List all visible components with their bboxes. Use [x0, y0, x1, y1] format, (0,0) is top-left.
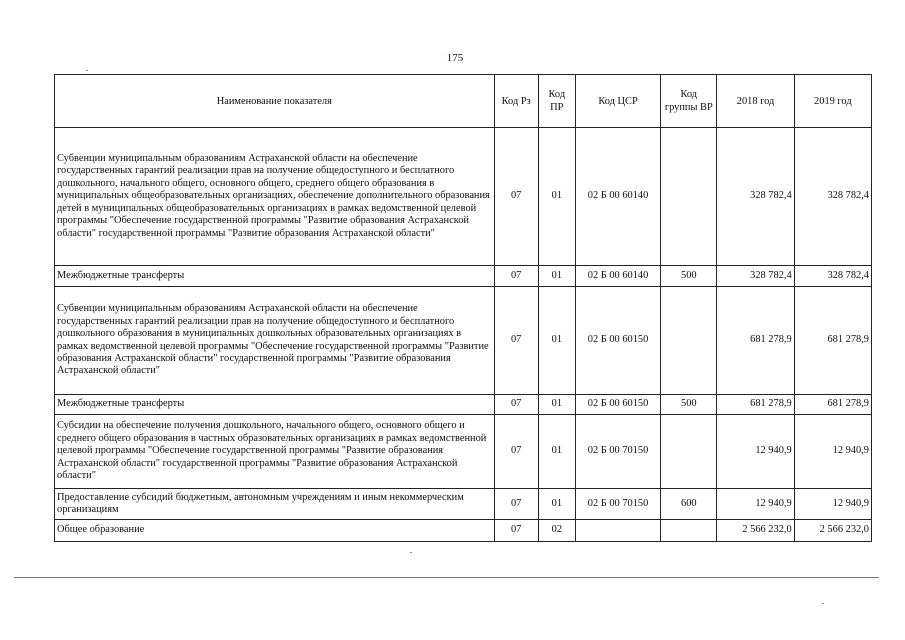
cell-2018: 12 940,9	[717, 415, 794, 489]
cell-rz: 07	[494, 489, 538, 520]
cell-vr	[661, 520, 717, 542]
page-number: 175	[446, 52, 464, 64]
cell-rz: 07	[494, 128, 538, 266]
table-row	[55, 415, 872, 489]
scan-speck	[86, 70, 88, 71]
table-row	[55, 287, 872, 395]
header-csr: Код ЦСР	[575, 75, 660, 128]
cell-rz: 07	[494, 395, 538, 415]
table-row	[55, 520, 872, 542]
header-rz: Код Рз	[494, 75, 538, 128]
cell-name: Общее образование	[55, 520, 495, 542]
cell-pr: 01	[538, 266, 575, 287]
cell-vr: 500	[661, 266, 717, 287]
cell-pr: 02	[538, 520, 575, 542]
cell-2019: 681 278,9	[794, 287, 871, 395]
cell-csr: 02 Б 00 60140	[575, 128, 660, 266]
page-divider-line	[14, 577, 879, 578]
cell-name: Субвенции муниципальным образованиям Астраханской области на обеспечение государственных гарантий реализации прав на получение общедоступного и бесплатного дошкольного, начального общего, основного общего, среднего общего образования в муниципальных общеобразовательных организациях, обеспечение дополнительного образования детей в муниципальных общеобразовательных организациях в рамках ведомственной целевой программы "Обеспечение государственной программы "Развитие образования Астраханской области" государственной программы "Развитие образования Астраханской области"	[55, 128, 495, 266]
header-name: Наименование показателя	[55, 75, 495, 128]
cell-2018: 328 782,4	[717, 128, 794, 266]
cell-2018: 2 566 232,0	[717, 520, 794, 542]
cell-2018: 12 940,9	[717, 489, 794, 520]
scan-speck	[822, 603, 824, 604]
cell-csr: 02 Б 00 60150	[575, 287, 660, 395]
cell-csr: 02 Б 00 60150	[575, 395, 660, 415]
cell-name: Субвенции муниципальным образованиям Астраханской области на обеспечение государственных гарантий реализации прав на получение общедоступного и бесплатного дошкольного образования в муниципальных дошкольных образовательных организациях в рамках ведомственной целевой программы "Обеспечение государственной программы "Развитие образования Астраханской области" государственной программы "Развитие образования Астраханской области"	[55, 287, 495, 395]
cell-rz: 07	[494, 266, 538, 287]
cell-csr	[575, 520, 660, 542]
cell-vr: 500	[661, 395, 717, 415]
cell-name: Предоставление субсидий бюджетным, автономным учреждениям и иным некоммерческим организациям	[55, 489, 495, 520]
cell-2019: 681 278,9	[794, 395, 871, 415]
cell-vr: 600	[661, 489, 717, 520]
budget-table	[54, 74, 872, 542]
header-2018: 2018 год	[717, 75, 794, 128]
cell-2019: 328 782,4	[794, 128, 871, 266]
cell-rz: 07	[494, 415, 538, 489]
table-row	[55, 128, 872, 266]
cell-name: Субсидии на обеспечение получения дошкольного, начального общего, основного общего и среднего общего образования в частных образовательных организациях в рамках ведомственной целевой программы "Обеспечение государственной программы "Развитие образования Астраханской области" государственной программы "Развитие образования Астраханской области"	[55, 415, 495, 489]
cell-csr: 02 Б 00 70150	[575, 489, 660, 520]
header-row	[55, 75, 872, 128]
cell-2019: 2 566 232,0	[794, 520, 871, 542]
scan-speck	[410, 552, 412, 553]
cell-2019: 12 940,9	[794, 489, 871, 520]
cell-2018: 681 278,9	[717, 395, 794, 415]
cell-name: Межбюджетные трансферты	[55, 395, 495, 415]
table-row	[55, 395, 872, 415]
cell-name: Межбюджетные трансферты	[55, 266, 495, 287]
table-body	[55, 128, 872, 542]
cell-pr: 01	[538, 128, 575, 266]
cell-pr: 01	[538, 287, 575, 395]
cell-pr: 01	[538, 415, 575, 489]
cell-csr: 02 Б 00 70150	[575, 415, 660, 489]
cell-vr	[661, 287, 717, 395]
header-vr: Код группы ВР	[661, 75, 717, 128]
cell-2018: 681 278,9	[717, 287, 794, 395]
cell-csr: 02 Б 00 60140	[575, 266, 660, 287]
cell-pr: 01	[538, 489, 575, 520]
cell-rz: 07	[494, 520, 538, 542]
header-pr: Код ПР	[538, 75, 575, 128]
cell-2019: 328 782,4	[794, 266, 871, 287]
cell-2018: 328 782,4	[717, 266, 794, 287]
cell-rz: 07	[494, 287, 538, 395]
header-2019: 2019 год	[794, 75, 871, 128]
cell-pr: 01	[538, 395, 575, 415]
cell-2019: 12 940,9	[794, 415, 871, 489]
table-header	[55, 75, 872, 128]
cell-vr	[661, 415, 717, 489]
cell-vr	[661, 128, 717, 266]
table-row	[55, 266, 872, 287]
table-row	[55, 489, 872, 520]
